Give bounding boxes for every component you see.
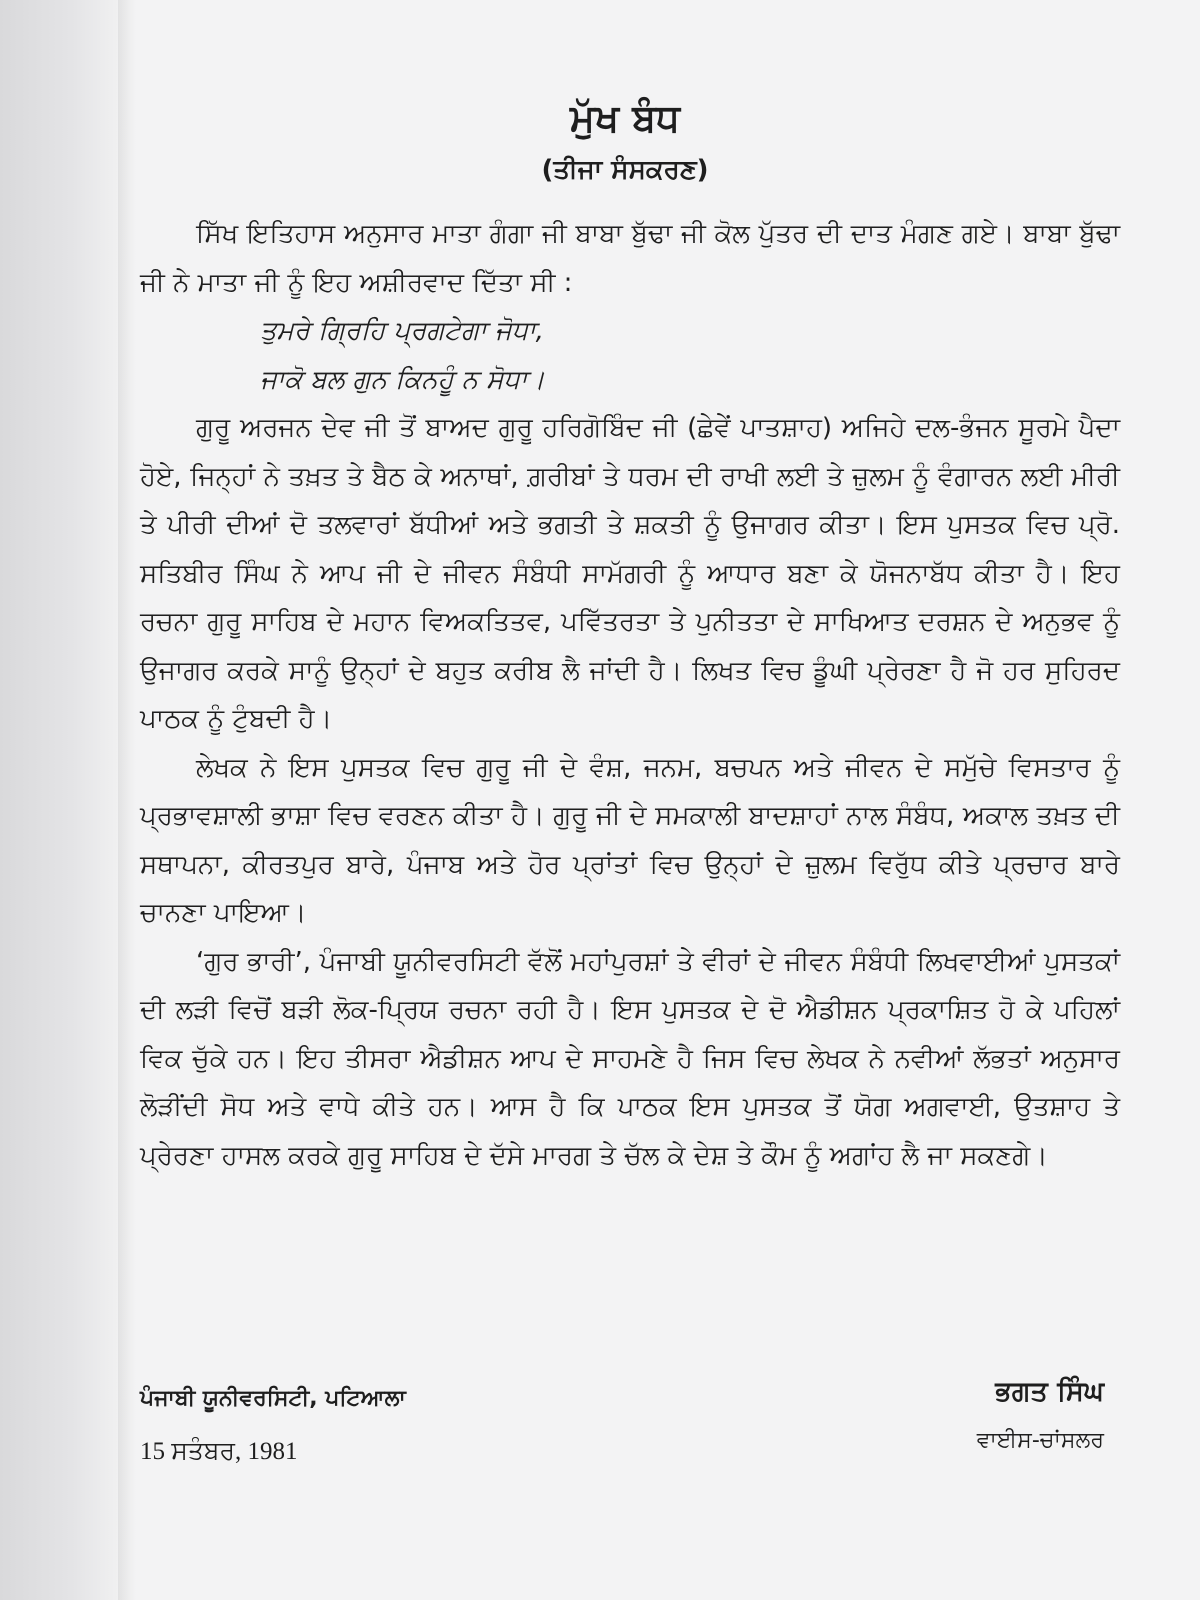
page-gutter-shadow <box>0 0 130 1600</box>
signatory-name: ਭਗਤ ਸਿੰਘ <box>995 1376 1104 1407</box>
paragraph-2: ਗੁਰੂ ਅਰਜਨ ਦੇਵ ਜੀ ਤੋਂ ਬਾਅਦ ਗੁਰੂ ਹਰਿਗੋਬਿੰਦ ਜੀ (ਛੇਵੇਂ ਪਾਤਸ਼ਾਹ) ਅਜਿਹੇ ਦਲ-ਭੰਜਨ ਸੂਰਮੇ ਪੈਦਾ ਹੋਏ, ਜਿਨ੍ਹਾਂ ਨੇ ਤਖ਼ਤ ਤੇ ਬੈਠ ਕੇ ਅਨਾਥਾਂ, ਗ਼ਰੀਬਾਂ ਤੇ ਧਰਮ ਦੀ ਰਾਖੀ ਲਈ ਤੇ ਜ਼ੁਲਮ ਨੂੰ ਵੰਗਾਰਨ ਲਈ ਮੀਰੀ ਤੇ ਪੀਰੀ ਦੀਆਂ ਦੋ ਤਲਵਾਰਾਂ ਬੱਧੀਆਂ ਅਤੇ ਭਗਤੀ ਤੇ ਸ਼ਕਤੀ ਨੂੰ ਉਜਾਗਰ ਕੀਤਾ। ਇਸ ਪੁਸਤਕ ਵਿਚ ਪ੍ਰੋ. ਸਤਿਬੀਰ ਸਿੰਘ ਨੇ ਆਪ ਜੀ ਦੇ ਜੀਵਨ ਸੰਬੰਧੀ ਸਾਮੱਗਰੀ ਨੂੰ ਆਧਾਰ ਬਣਾ ਕੇ ਯੋਜਨਾਬੱਧ ਕੀਤਾ ਹੈ। ਇਹ ਰਚਨਾ ਗੁਰੂ ਸਾਹਿਬ ਦੇ ਮਹਾਨ ਵਿਅਕਤਿਤਵ, ਪਵਿੱਤਰਤਾ ਤੇ ਪੁਨੀਤਤਾ ਦੇ ਸਾਖਿਆਤ ਦਰਸ਼ਨ ਦੇ ਅਨੁਭਵ ਨੂੰ ਉਜਾਗਰ ਕਰਕੇ ਸਾਨੂੰ ਉਨ੍ਹਾਂ ਦੇ ਬਹੁਤ ਕਰੀਬ ਲੈ ਜਾਂਦੀ ਹੈ। ਲਿਖਤ ਵਿਚ ਡੂੰਘੀ ਪ੍ਰੇਰਣਾ ਹੈ ਜੋ ਹਰ ਸੁਹਿਰਦ ਪਾਠਕ ਨੂੰ ਟੁੰਬਦੀ ਹੈ। <box>140 413 1120 734</box>
paragraph-4: ‘ਗੁਰ ਭਾਰੀ’, ਪੰਜਾਬੀ ਯੂਨੀਵਰਸਿਟੀ ਵੱਲੋਂ ਮਹਾਂਪੁਰਸ਼ਾਂ ਤੇ ਵੀਰਾਂ ਦੇ ਜੀਵਨ ਸੰਬੰਧੀ ਲਿਖਵਾਈਆਂ ਪੁਸਤਕਾਂ ਦੀ ਲੜੀ ਵਿਚੋਂ ਬੜੀ ਲੋਕ-ਪ੍ਰਿਯ ਰਚਨਾ ਰਹੀ ਹੈ। ਇਸ ਪੁਸਤਕ ਦੇ ਦੋ ਐਡੀਸ਼ਨ ਪ੍ਰਕਾਸ਼ਿਤ ਹੋ ਕੇ ਪਹਿਲਾਂ ਵਿਕ ਚੁੱਕੇ ਹਨ। ਇਹ ਤੀਸਰਾ ਐਡੀਸ਼ਨ ਆਪ ਦੇ ਸਾਹਮਣੇ ਹੈ ਜਿਸ ਵਿਚ ਲੇਖਕ ਨੇ ਨਵੀਆਂ ਲੱਭਤਾਂ ਅਨੁਸਾਰ ਲੋੜੀਂਦੀ ਸੋਧ ਅਤੇ ਵਾਧੇ ਕੀਤੇ ਹਨ। ਆਸ ਹੈ ਕਿ ਪਾਠਕ ਇਸ ਪੁਸਤਕ ਤੋਂ ਯੋਗ ਅਗਵਾਈ, ਉਤਸ਼ਾਹ ਤੇ ਪ੍ਰੇਰਣਾ ਹਾਸਲ ਕਰਕੇ ਗੁਰੂ ਸਾਹਿਬ ਦੇ ਦੱਸੇ ਮਾਰਗ ਤੇ ਚੱਲ ਕੇ ਦੇਸ਼ ਤੇ ਕੌਮ ਨੂੰ ਅਗਾਂਹ ਲੈ ਜਾ ਸਕਣਗੇ। <box>140 946 1120 1171</box>
book-fold <box>118 0 136 1600</box>
paragraph-3: ਲੇਖਕ ਨੇ ਇਸ ਪੁਸਤਕ ਵਿਚ ਗੁਰੂ ਜੀ ਦੇ ਵੰਸ਼, ਜਨਮ, ਬਚਪਨ ਅਤੇ ਜੀਵਨ ਦੇ ਸਮੁੱਚੇ ਵਿਸਤਾਰ ਨੂੰ ਪ੍ਰਭਾਵਸ਼ਾਲੀ ਭਾਸ਼ਾ ਵਿਚ ਵਰਣਨ ਕੀਤਾ ਹੈ। ਗੁਰੂ ਜੀ ਦੇ ਸਮਕਾਲੀ ਬਾਦਸ਼ਾਹਾਂ ਨਾਲ ਸੰਬੰਧ, ਅਕਾਲ ਤਖ਼ਤ ਦੀ ਸਥਾਪਨਾ, ਕੀਰਤਪੁਰ ਬਾਰੇ, ਪੰਜਾਬ ਅਤੇ ਹੋਰ ਪ੍ਰਾਂਤਾਂ ਵਿਚ ਉਨ੍ਹਾਂ ਦੇ ਜ਼ੁਲਮ ਵਿਰੁੱਧ ਕੀਤੇ ਪ੍ਰਚਾਰ ਬਾਰੇ ਚਾਨਣਾ ਪਾਇਆ। <box>140 752 1120 928</box>
book-page <box>140 88 1120 1568</box>
verse-line-2: ਜਾਕੋ ਬਲ ਗੁਨ ਕਿਨਹੂੰ ਨ ਸੋਧਾ। <box>260 364 545 395</box>
place-label: ਪੰਜਾਬੀ ਯੂਨੀਵਰਸਿਟੀ, ਪਟਿਆਲਾ <box>140 1386 406 1411</box>
paragraph-1: ਸਿੱਖ ਇਤਿਹਾਸ ਅਨੁਸਾਰ ਮਾਤਾ ਗੰਗਾ ਜੀ ਬਾਬਾ ਬੁੱਢਾ ਜੀ ਕੋਲ ਪੁੱਤਰ ਦੀ ਦਾਤ ਮੰਗਣ ਗਏ। ਬਾਬਾ ਬੁੱਢਾ ਜੀ ਨੇ ਮਾਤਾ ਜੀ ਨੂੰ ਇਹ ਅਸ਼ੀਰਵਾਦ ਦਿੱਤਾ ਸੀ : <box>140 219 1120 298</box>
date-label: 15 ਸਤੰਬਰ, 1981 <box>140 1438 298 1465</box>
verse-line-1: ਤੁਮਰੇ ਗ੍ਰਿਹਿ ਪ੍ਰਗਟੇਗਾ ਜੋਧਾ, <box>260 316 544 346</box>
foreword-body <box>140 210 1120 1180</box>
page-title: ਮੁੱਖ ਬੰਧ <box>570 96 680 140</box>
signatory-designation: ਵਾਈਸ-ਚਾਂਸਲਰ <box>976 1428 1104 1453</box>
page-subtitle: (ਤੀਜਾ ਸੰਸਕਰਣ) <box>541 155 709 185</box>
signature-block <box>140 1376 1120 1496</box>
